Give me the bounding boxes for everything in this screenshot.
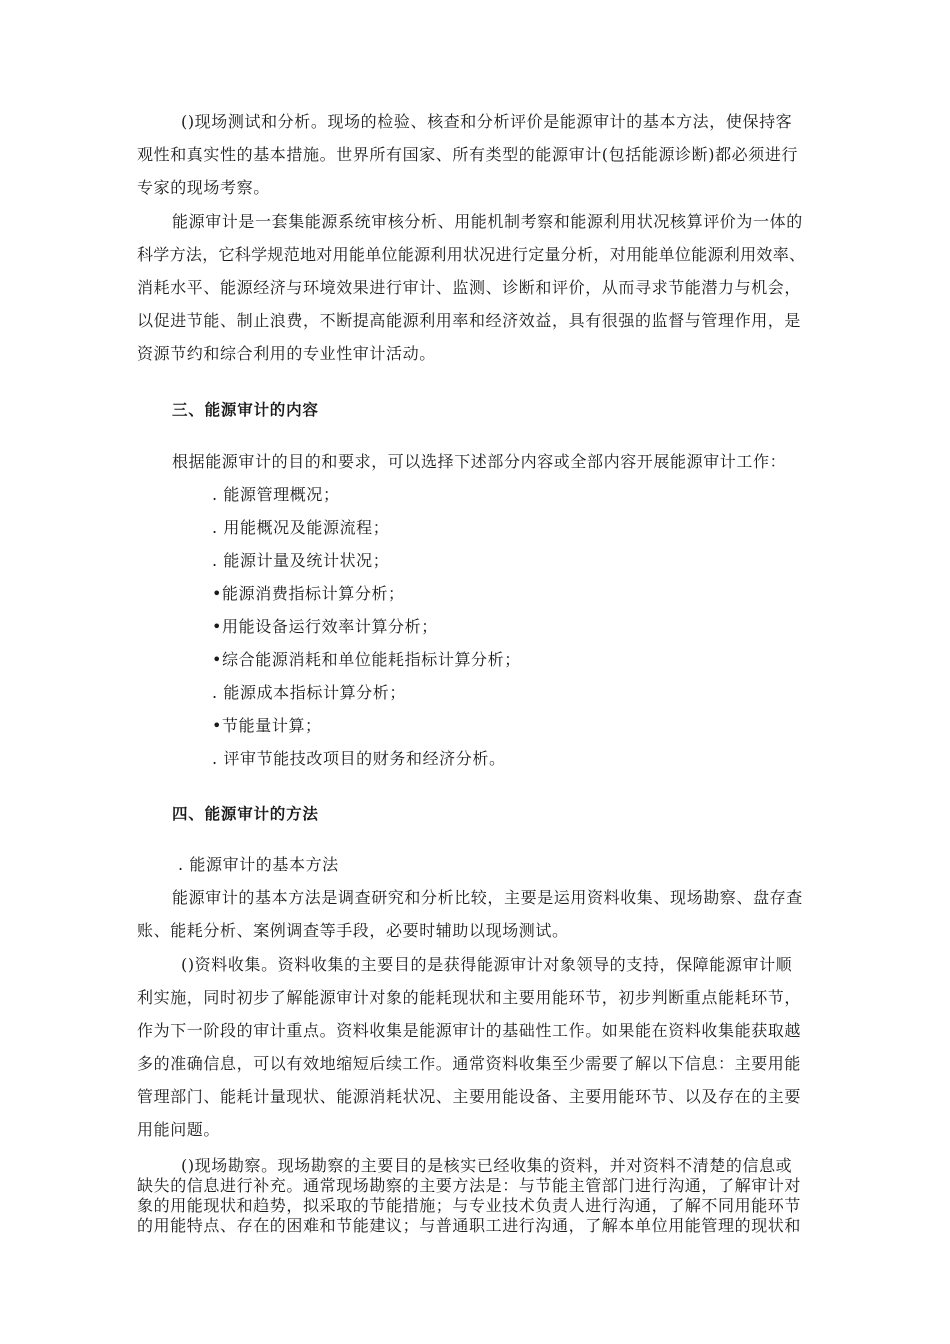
list-item: . 能源管理概况；: [212, 485, 340, 504]
subsection-title: . 能源审计的基本方法: [178, 855, 339, 874]
paragraph-line: 管理部门、能耗计量现状、能源消耗状况、主要用能设备、主要用能环节、以及存在的主要: [137, 1087, 802, 1106]
paragraph-line: 根据能源审计的目的和要求，可以选择下述部分内容或全部内容开展能源审计工作：: [172, 452, 787, 471]
paragraph-line: 作为下一阶段的审计重点。资料收集是能源审计的基础性工作。如果能在资料收集能获取越: [137, 1021, 802, 1040]
list-item: . 评审节能技改项目的财务和经济分析。: [212, 749, 506, 768]
paragraph-line: 科学方法，它科学规范地对用能单位能源利用状况进行定量分析，对用能单位能源利用效率、: [137, 245, 806, 264]
paragraph-line: 利实施，同时初步了解能源审计对象的能耗现状和主要用能环节，初步判断重点能耗环节，: [137, 988, 802, 1007]
paragraph-line: 的用能特点、存在的困难和节能建议；与普通职工进行沟通，了解本单位用能管理的现状和: [137, 1216, 802, 1235]
section-heading: 四、能源审计的方法: [172, 805, 319, 823]
paragraph-line: ()现场勘察。现场勘察的主要目的是核实已经收集的资料，并对资料不清楚的信息或: [181, 1156, 793, 1175]
paragraph-line: 能源审计的基本方法是调查研究和分析比较，主要是运用资料收集、现场勘察、盘存查: [172, 888, 803, 907]
paragraph-line: 象的用能现状和趋势，拟采取的节能措施；与专业技术负责人进行沟通，了解不同用能环节: [137, 1196, 802, 1215]
list-item: •用能设备运行效率计算分析；: [212, 617, 438, 636]
section-heading: 三、能源审计的内容: [172, 401, 319, 419]
paragraph-line: 缺失的信息进行补充。通常现场勘察的主要方法是：与节能主管部门进行沟通，了解审计对: [137, 1176, 802, 1195]
list-item: •节能量计算；: [212, 716, 322, 735]
list-item: . 能源计量及统计状况；: [212, 551, 390, 570]
paragraph-line: 多的准确信息，可以有效地缩短后续工作。通常资料收集至少需要了解以下信息：主要用能: [137, 1054, 802, 1073]
paragraph-line: 专家的现场考察。: [137, 178, 270, 197]
paragraph-line: 能源审计是一套集能源系统审核分析、用能机制考察和能源利用状况核算评价为一体的: [172, 212, 803, 231]
paragraph-line: ()现场测试和分析。现场的检验、核查和分析评价是能源审计的基本方法，使保持客: [181, 112, 793, 131]
list-item: . 能源成本指标计算分析；: [212, 683, 406, 702]
paragraph-line: 以促进节能、制止浪费，不断提高能源利用率和经济效益，具有很强的监督与管理作用，是: [137, 311, 802, 330]
list-item: . 用能概况及能源流程；: [212, 518, 390, 537]
paragraph-line: 消耗水平、能源经济与环境效果进行审计、监测、诊断和评价，从而寻求节能潜力与机会，: [137, 278, 802, 297]
paragraph-line: 账、能耗分析、案例调查等手段，必要时辅助以现场测试。: [137, 921, 569, 940]
paragraph-line: 用能问题。: [137, 1120, 221, 1139]
list-item: •能源消费指标计算分析；: [212, 584, 405, 603]
list-item: •综合能源消耗和单位能耗指标计算分析；: [212, 650, 521, 669]
paragraph-line: 资源节约和综合利用的专业性审计活动。: [137, 344, 436, 363]
paragraph-line: ()资料收集。资料收集的主要目的是获得能源审计对象领导的支持，保障能源审计顺: [181, 955, 793, 974]
paragraph-line: 观性和真实性的基本措施。世界所有国家、所有类型的能源审计(包括能源诊断)都必须进行: [137, 145, 799, 164]
